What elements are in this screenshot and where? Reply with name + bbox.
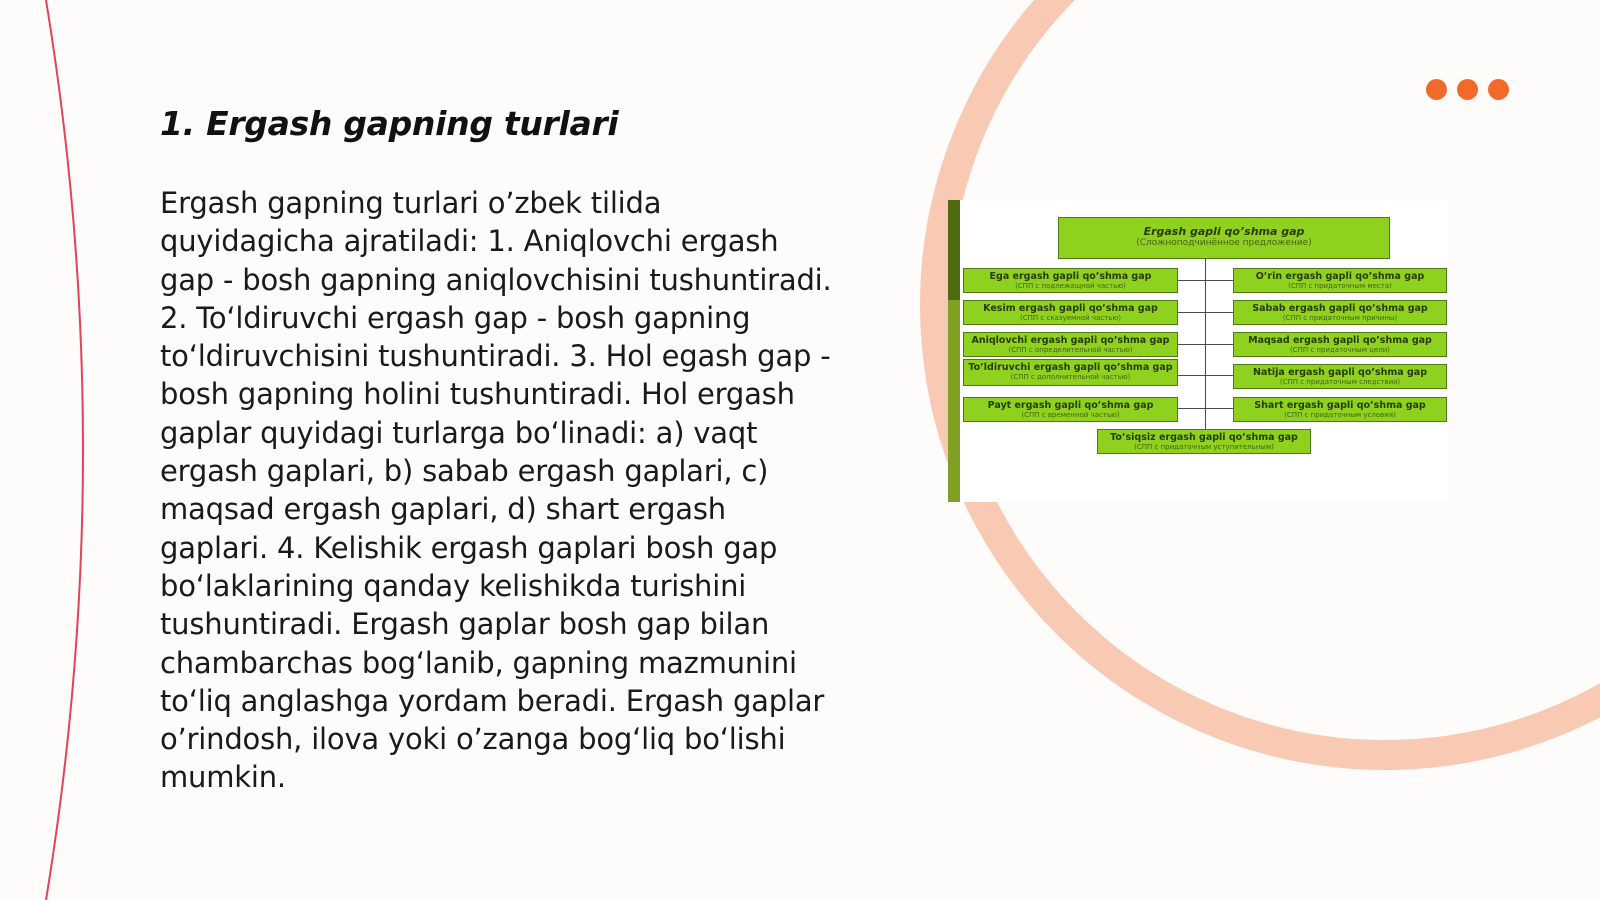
diagram-root-node	[1058, 217, 1390, 259]
node-label: Maqsad ergash gapli qo’shma gap	[1248, 335, 1432, 346]
diagram-node-left	[963, 300, 1178, 325]
node-label: Natija ergash gapli qo’shma gap	[1252, 367, 1427, 378]
connector-branch	[1178, 280, 1233, 281]
accent-dot	[1426, 79, 1447, 100]
node-label: Shart ergash gapli qo’shma gap	[1254, 400, 1426, 411]
diagram-node-bottom	[1097, 429, 1311, 454]
node-sublabel: (СПП с придаточным причины)	[1282, 314, 1398, 322]
connector-branch	[1178, 312, 1233, 313]
diagram-node-left	[963, 397, 1178, 422]
node-label: Aniqlovchi ergash gapli qo’shma gap	[971, 335, 1170, 346]
node-label: Sabab ergash gapli qo’shma gap	[1252, 303, 1428, 314]
node-sublabel: (СПП с временной частью)	[1021, 411, 1120, 419]
node-sublabel: (СПП с придаточным места)	[1288, 282, 1392, 290]
connector-branch	[1178, 408, 1233, 409]
diagram-side-bar-top	[948, 200, 960, 300]
accent-dot	[1457, 79, 1478, 100]
node-sublabel: (Сложноподчинённое предложение)	[1136, 238, 1312, 248]
node-sublabel: (СПП с придаточным следствия)	[1279, 378, 1401, 386]
node-sublabel: (СПП с сказуемной частью)	[1020, 314, 1121, 322]
diagram-node-right	[1233, 397, 1447, 422]
diagram-node-right	[1233, 268, 1447, 293]
connector-branch	[1178, 375, 1233, 376]
diagram-node-left	[963, 332, 1178, 357]
node-sublabel: (СПП с придаточным уступительным)	[1134, 443, 1274, 451]
diagram-node-left	[963, 359, 1178, 386]
node-label: To’siqsiz ergash gapli qo’shma gap	[1110, 432, 1298, 443]
diagram-node-right	[1233, 332, 1447, 357]
slide-body-text: Ergash gapning turlari o’zbek tilida quyidagicha ajratiladi: 1. Aniqlovchi ergash gap - bosh gapning aniqlovchisini tushuntiradi. 2. To‘ldiruvchi ergash gap - bosh gapning to‘ldiruvchisini tushuntiradi. 3. Hol egash gap - bosh gapning holini tushuntiradi. Hol ergash gaplar quyidagi turlarga bo‘linadi: a) vaqt ergash gaplari, b) sabab ergash gaplari, c) maqsad ergash gaplari, d) shart ergash gaplari. 4. Kelishik ergash gaplari bosh gap bo‘laklarining qanday kelishikda turishini tushuntiradi. Ergash gaplar bosh gap bilan chambarchas bog‘lanib, gapning mazmunini to‘liq anglashga yordam beradi. Ergash gaplar o’rindosh, ilova yoki o’zanga bog‘liq bo‘lishi mumkin.	[160, 186, 832, 795]
node-label: Payt ergash gapli qo’shma gap	[987, 400, 1154, 411]
node-sublabel: (СПП с определительной частью)	[1008, 346, 1133, 354]
diagram-node-right	[1233, 364, 1447, 389]
node-label: To’ldiruvchi ergash gapli qo’shma gap	[968, 362, 1173, 373]
node-label: Kesim ergash gapli qo’shma gap	[983, 303, 1158, 314]
connector-branch	[1178, 344, 1233, 345]
diagram-node-right	[1233, 300, 1447, 325]
node-sublabel: (СПП с придаточным условия)	[1284, 411, 1396, 419]
slide-title: 1. Ergash gapning turlari	[160, 104, 619, 143]
node-sublabel: (СПП с подлежащной частью)	[1015, 282, 1126, 290]
menu-dots	[1426, 79, 1509, 100]
node-label: Ergash gapli qo’shma gap	[1143, 225, 1305, 238]
left-edge-line	[46, 0, 83, 900]
diagram-node-left	[963, 268, 1178, 293]
node-label: Ega ergash gapli qo’shma gap	[989, 271, 1152, 282]
node-sublabel: (СПП с придаточным цели)	[1289, 346, 1391, 354]
node-sublabel: (СПП с дополнительной частью)	[1010, 373, 1131, 381]
node-label: O’rin ergash gapli qo’shma gap	[1255, 271, 1425, 282]
accent-dot	[1488, 79, 1509, 100]
